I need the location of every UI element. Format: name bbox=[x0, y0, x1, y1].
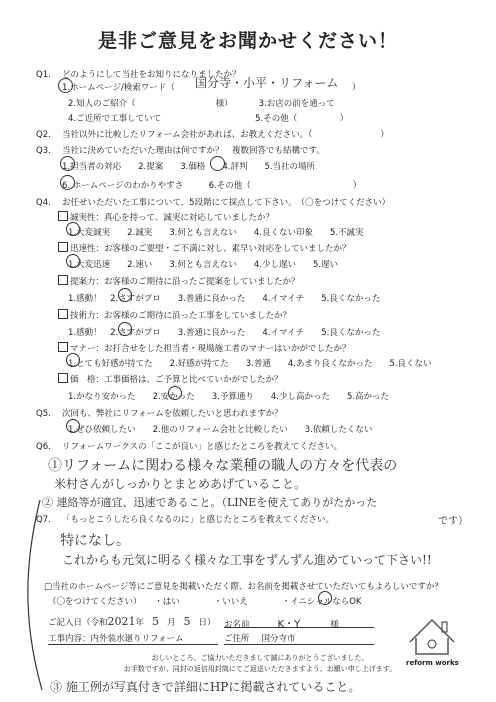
q4-question: Q4. お任せいただいた工事について、5段階にて採点して下さい。 （〇をつけてください） bbox=[36, 198, 391, 208]
address-field: ご住所 国分寺市 bbox=[224, 634, 296, 644]
q2-question: Q2. 当社以外に比較したリフォーム会社があれば、お教えください。（ ） bbox=[36, 130, 389, 140]
q6-question: Q6. リフォームワークスの「ここが良い」と感じたところを教えてください。 bbox=[36, 442, 342, 452]
q6-answer-line-3b: です） bbox=[438, 516, 468, 527]
q5-options: 1.ぜひ依頼したい 2.他のリフォーム会社と比較したい 3.依頼したくない bbox=[68, 425, 373, 435]
q4-skill-options: 1.感動！ 2.さすがプロ 3.普通に良かった 4.イマイチ 5.良くなかった bbox=[68, 328, 381, 338]
footer-request: お手数ですが、同封の返信用封筒にてご返送いただきますよう、お願い申し上げます。 bbox=[123, 665, 397, 673]
extra-comment-handwritten: ③ 施工例が写真付きで詳細にHPに掲載されていること。 bbox=[50, 680, 361, 694]
q4-sincerity: 誠実性：真心を持って、誠実に対応していましたか？ bbox=[58, 211, 274, 223]
logo-text: reform works bbox=[406, 659, 459, 667]
q6-answer-line-3: ② 連絡等が適宜、迅速であること。（LINEを使えてありがたかった bbox=[42, 496, 378, 509]
q1-option-2: 2.知人のご紹介（ 様） 3.お店の前を通って bbox=[68, 99, 335, 109]
q4-price: 価 格：工事価格は、ご予算と比べていかがでしたか？ bbox=[58, 373, 283, 385]
name-underline bbox=[224, 627, 374, 628]
q4-manners: マナー：お打合せをした担当者・現場施工者のマナーはいかがでしたか？ bbox=[58, 342, 351, 354]
page-title: 是非ご意見をお聞かせください！ bbox=[97, 30, 398, 52]
q3-question: Q3. 当社に決めていただいた理由は何ですか？ 複数回答でも結構です。 bbox=[36, 146, 325, 156]
name-field: お名前 K・Y 様 bbox=[224, 619, 339, 630]
q1-option-1: 1.ホームページ/検索ワード（ bbox=[62, 83, 175, 93]
q4-manners-options: 1.とても好感が持てた 2.好感が持てた 3.普通 4.あまり良くなかった 5.良くない bbox=[68, 359, 432, 369]
q6-answer-line-2: 米村さんがしっかりとまとめあげていること。 bbox=[54, 477, 307, 491]
work-content: 工事内容：内外装水廻りリフォーム bbox=[48, 634, 184, 644]
answer-circle bbox=[318, 591, 332, 605]
q4-speed-options: 1.大変迅速 2.速い 3.何とも言えない 4.少し遅い 5.遅い bbox=[68, 260, 339, 270]
q6-answer-line-1: ①リフォームに関わる様々な業種の職人の方々を代表の bbox=[48, 458, 398, 474]
q4-price-options: 1.かなり安かった 2.安かった 3.予算通り 4.少し高かった 5.高かった bbox=[68, 392, 390, 402]
q5-question: Q5. 次回も、弊社にリフォームを依頼したいと思われますか？ bbox=[36, 409, 283, 419]
fill-date: ご記入日（令和2021年 5 月 5 日） bbox=[48, 615, 216, 628]
q1-option-4: 4.ご近所で工事していて 5.その他（ ） bbox=[68, 114, 349, 124]
q4-proposal-options: 1.感動！ 2.さすがプロ 3.普通に良かった 4.イマイチ 5.良くなかった bbox=[68, 294, 381, 304]
q7-answer-line-2: これからも元気に明るく様々な工事をずんずん進めていって下さい!! bbox=[62, 553, 432, 567]
q4-proposal: 提案力：お客様のご期待に沿ったご提案をしていましたか？ bbox=[58, 275, 300, 287]
q4-skill: 技術力：お客様のご期待に沿った工事をしていましたか？ bbox=[58, 309, 291, 321]
q1-question: Q1. どのようにして当社をお知りになりましたか？ bbox=[36, 70, 241, 80]
q4-sincerity-options: 1.大変誠実 2.誠実 3.何とも言えない 4.良くない印象 5.不誠実 bbox=[68, 228, 364, 238]
work-underline bbox=[48, 644, 218, 645]
q3-options: 1.担当者の対応 2.提案 3.価格 4.評判 5.当社の場所 bbox=[62, 162, 316, 172]
q7-answer-line-1: 特になし。 bbox=[60, 533, 130, 549]
q3-option-6: 6. ホームページのわかりやすさ 6.その他（ ） bbox=[62, 181, 362, 191]
consent-options: （〇をつけてください） ・はい ・いいえ ・イニシャルならOK bbox=[48, 597, 362, 607]
address-underline bbox=[224, 644, 374, 645]
q7-question: Q7. 「もっとこうしたら良くなるのに」と感じたところを教えてください。 bbox=[36, 515, 335, 525]
q4-speed: 迅速性：お客様のご要望・ご不満に対し、素早い対応をしていましたか？ bbox=[58, 242, 351, 254]
footer-thanks: おしいところ、ご協力いただきまして誠にありがとうございました。 bbox=[151, 654, 369, 662]
q1-search-words-handwritten: 国分寺・小平・リフォーム bbox=[195, 76, 339, 90]
consent-question: □当社のホームページ等にご意見を掲載いただく際、お名前を掲載させていただいてもよろしいですか？ bbox=[44, 582, 443, 592]
q1-option-1-close: ） bbox=[352, 83, 361, 93]
